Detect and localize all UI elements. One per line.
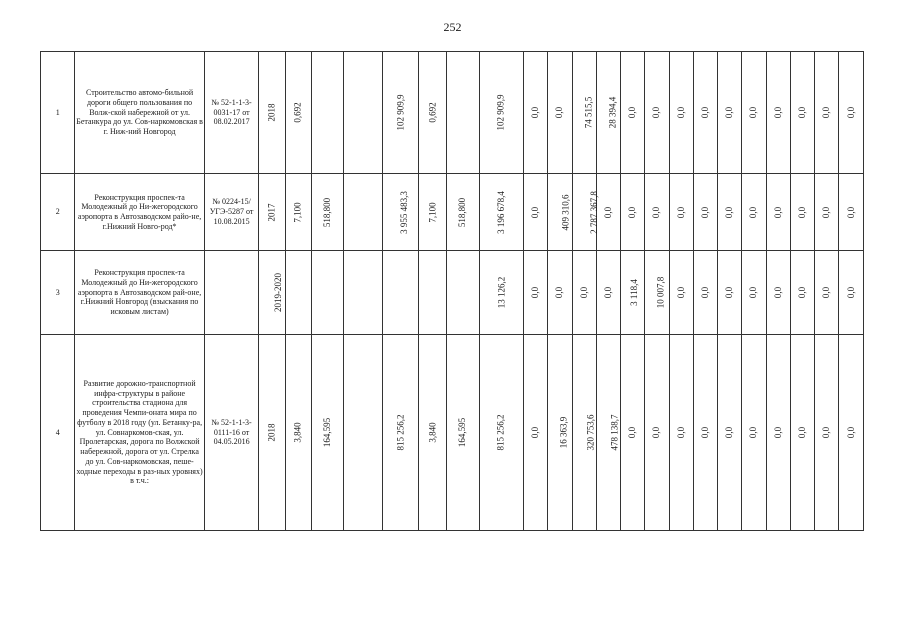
value-cell — [285, 251, 311, 335]
cell-value: 3 196 678,4 — [495, 190, 506, 234]
value-cell — [479, 52, 523, 174]
cell-value: 0,0 — [797, 106, 808, 119]
value-cell — [596, 52, 620, 174]
value-cell — [572, 251, 596, 335]
cell-value: 2017 — [266, 203, 277, 221]
cell-value: 0,692 — [292, 102, 303, 123]
cell-value: 0,0 — [554, 286, 565, 299]
cell-value: 518,800 — [457, 197, 468, 227]
cell-value: 0,0 — [651, 426, 662, 439]
cell-value: 7,100 — [292, 201, 303, 223]
value-cell — [285, 52, 311, 174]
value-cell — [790, 174, 814, 251]
value-cell — [344, 251, 382, 335]
cell-value: 0,0 — [821, 426, 832, 439]
cell-value: 0,0 — [578, 286, 589, 299]
cell-value: 0,0 — [821, 206, 832, 218]
value-cell — [742, 335, 766, 531]
value-cell — [382, 52, 418, 174]
value-cell — [693, 335, 717, 531]
value-cell — [742, 174, 766, 251]
value-cell — [621, 251, 645, 335]
value-cell — [419, 335, 447, 531]
value-cell — [596, 174, 620, 251]
cell-value: 0,0 — [724, 206, 735, 218]
cell-value: 0,0 — [530, 426, 541, 439]
cell-value: 2018 — [266, 103, 277, 122]
cell-value: 815 256,2 — [395, 414, 406, 451]
cell-value: 0,0 — [772, 206, 783, 218]
cell-value: 164,595 — [322, 417, 333, 448]
value-cell — [718, 174, 742, 251]
value-cell — [815, 174, 839, 251]
cell-value: 0,0 — [700, 206, 711, 218]
row-number: 2 — [41, 174, 75, 251]
value-cell — [790, 52, 814, 174]
cell-value: 0,0 — [821, 106, 832, 119]
value-cell — [815, 52, 839, 174]
value-cell — [311, 335, 343, 531]
cell-value: 0,0 — [530, 106, 541, 119]
value-cell — [479, 335, 523, 531]
object-description: Реконструкция проспек-та Молодежный до Ни-жегородского аэропорта в Автозаводском рай-оне, г.Нижний Новгород (взыскания по исковым листам) — [75, 251, 204, 335]
cell-value: 0,0 — [748, 426, 759, 439]
value-cell — [419, 251, 447, 335]
value-cell — [447, 174, 479, 251]
value-cell — [344, 52, 382, 174]
table-row — [41, 174, 864, 251]
value-cell — [419, 52, 447, 174]
value-cell — [742, 251, 766, 335]
value-cell — [839, 52, 864, 174]
value-cell — [548, 174, 572, 251]
value-cell — [839, 174, 864, 251]
value-cell — [447, 52, 479, 174]
cell-value: 13 126,2 — [495, 276, 506, 309]
cell-value: 0,0 — [627, 206, 638, 218]
value-cell — [693, 52, 717, 174]
value-cell — [815, 251, 839, 335]
cell-value: 320 753,6 — [585, 414, 596, 451]
object-description: Строительство автомо-бильной дороги общего пользования по Волж-ской набережной от ул. Бетанкура до ул. Сов-наркомовская в г. Ниж-ний Новгород — [75, 52, 204, 174]
value-cell — [285, 335, 311, 531]
value-cell — [382, 174, 418, 251]
cell-value: 7,100 — [427, 201, 438, 223]
value-cell — [548, 52, 572, 174]
value-cell — [645, 52, 669, 174]
cell-value: 0,0 — [724, 286, 735, 299]
value-cell — [548, 335, 572, 531]
value-cell — [621, 335, 645, 531]
value-cell — [259, 52, 285, 174]
value-cell — [669, 52, 693, 174]
value-cell — [693, 251, 717, 335]
cell-value: 0,0 — [627, 106, 638, 119]
value-cell — [790, 251, 814, 335]
approval-document: № 52-1-1-3-0031-17 от 08.02.2017 — [204, 52, 259, 174]
value-cell — [524, 335, 548, 531]
value-cell — [669, 174, 693, 251]
value-cell — [766, 52, 790, 174]
cell-value: 0,0 — [845, 206, 856, 218]
cell-value: 0,0 — [554, 106, 565, 119]
cell-value: 0,0 — [700, 426, 711, 439]
cell-value: 3 118,4 — [629, 279, 640, 306]
value-cell — [718, 52, 742, 174]
table-row — [41, 52, 864, 174]
table-row — [41, 251, 864, 335]
cell-value: 0,0 — [748, 286, 759, 299]
page-number: 252 — [443, 20, 462, 34]
value-cell — [766, 335, 790, 531]
cell-value: 2018 — [266, 423, 277, 442]
value-cell — [285, 174, 311, 251]
cell-value: 0,0 — [530, 286, 541, 299]
value-cell — [621, 174, 645, 251]
cell-value: 0,0 — [651, 206, 662, 218]
cell-value: 0,0 — [845, 426, 856, 439]
approval-document: № 0224-15/УГЭ-5287 от 10.08.2015 — [204, 174, 259, 251]
cell-value: 0,0 — [797, 426, 808, 439]
cell-value: 3,840 — [427, 422, 438, 443]
value-cell — [447, 251, 479, 335]
cell-value: 0,0 — [675, 106, 686, 119]
cell-value: 0,0 — [724, 106, 735, 119]
value-cell — [839, 251, 864, 335]
value-cell — [766, 251, 790, 335]
value-cell — [382, 335, 418, 531]
cell-value: 478 138,7 — [609, 414, 620, 451]
row-number: 1 — [41, 52, 75, 174]
value-cell — [419, 174, 447, 251]
value-cell — [344, 174, 382, 251]
value-cell — [645, 174, 669, 251]
value-cell — [645, 335, 669, 531]
cell-value: 0,0 — [797, 206, 808, 218]
cell-value: 2019-2020 — [273, 273, 284, 312]
approval-document — [204, 251, 259, 335]
value-cell — [815, 335, 839, 531]
value-cell — [621, 52, 645, 174]
cell-value: 102 909,9 — [395, 94, 406, 131]
cell-value: 0,0 — [675, 426, 686, 439]
cell-value: 28 394,4 — [607, 96, 618, 129]
table-row — [41, 335, 864, 531]
cell-value: 0,0 — [530, 206, 541, 218]
value-cell — [669, 251, 693, 335]
value-cell — [766, 174, 790, 251]
value-cell — [311, 251, 343, 335]
object-description: Развитие дорожно-транспортной инфра-структуры в районе строительства стадиона для проведения Чемпи-оната мира по футболу в 2018 году (ул. Бетанку-ра, ул. Совнаркомов-ская, ул. Пролетарская, дорога по Волжской набережной, дорога от ул. Стрелка до ул. Сов-наркомовская, пеше-ходные переходы в раз-ных уровнях) в т.ч.: — [75, 335, 204, 531]
cell-value: 0,0 — [772, 286, 783, 299]
cell-value: 74 515,5 — [582, 96, 593, 129]
cell-value: 0,0 — [772, 426, 783, 439]
value-cell — [524, 52, 548, 174]
value-cell — [344, 335, 382, 531]
cell-value: 0,0 — [724, 426, 735, 439]
cell-value: 164,595 — [457, 417, 468, 448]
value-cell — [311, 174, 343, 251]
cell-value: 102 909,9 — [495, 94, 506, 131]
data-table — [40, 51, 864, 531]
cell-value: 0,0 — [675, 286, 686, 299]
value-cell — [572, 174, 599, 251]
approval-document: № 52-1-1-3-0111-16 от 04.05.2016 — [204, 335, 259, 531]
cell-value: 0,0 — [700, 106, 711, 119]
cell-value: 3,840 — [292, 422, 303, 443]
cell-value: 10 007,8 — [655, 276, 666, 309]
cell-value: 0,0 — [772, 106, 783, 119]
value-cell — [548, 251, 572, 335]
cell-value: 3 955 483,3 — [398, 190, 409, 234]
value-cell — [524, 174, 548, 251]
cell-value: 0,0 — [603, 206, 614, 218]
cell-value: 0,0 — [651, 106, 662, 119]
value-cell — [572, 335, 596, 531]
cell-value: 16 363,9 — [558, 416, 569, 449]
value-cell — [669, 335, 693, 531]
value-cell — [742, 52, 766, 174]
cell-value: 409 310,6 — [560, 194, 571, 230]
cell-value: 0,692 — [427, 102, 438, 123]
value-cell — [259, 335, 285, 531]
object-description: Реконструкция проспек-та Молодежный до Ни-жегородского аэропорта в Автозаводском райо-не, г.Нижний Новго-род* — [75, 174, 204, 251]
value-cell — [524, 251, 548, 335]
cell-value: 0,0 — [603, 286, 614, 299]
cell-value: 815 256,2 — [495, 414, 506, 451]
row-number: 4 — [41, 335, 75, 531]
cell-value: 0,0 — [845, 106, 856, 119]
value-cell — [645, 251, 669, 335]
cell-value: 0,0 — [675, 206, 686, 218]
cell-value: 0,0 — [821, 286, 832, 299]
value-cell — [596, 335, 620, 531]
value-cell — [693, 174, 717, 251]
cell-value: 518,800 — [322, 197, 333, 227]
value-cell — [790, 335, 814, 531]
cell-value: 0,0 — [845, 286, 856, 299]
value-cell — [572, 52, 596, 174]
value-cell — [259, 251, 285, 335]
cell-value: 0,0 — [797, 286, 808, 299]
cell-value: 0,0 — [627, 426, 638, 439]
cell-value: 2 787 367,8 — [588, 190, 599, 234]
cell-value: 0,0 — [748, 206, 759, 218]
value-cell — [718, 335, 742, 531]
value-cell — [311, 52, 343, 174]
value-cell — [447, 335, 479, 531]
value-cell — [839, 335, 864, 531]
value-cell — [718, 251, 742, 335]
value-cell — [479, 174, 523, 251]
value-cell — [259, 174, 285, 251]
cell-value: 0,0 — [700, 286, 711, 299]
value-cell — [479, 251, 523, 335]
value-cell — [382, 251, 418, 335]
row-number: 3 — [41, 251, 75, 335]
cell-value: 0,0 — [748, 106, 759, 119]
value-cell — [596, 251, 620, 335]
